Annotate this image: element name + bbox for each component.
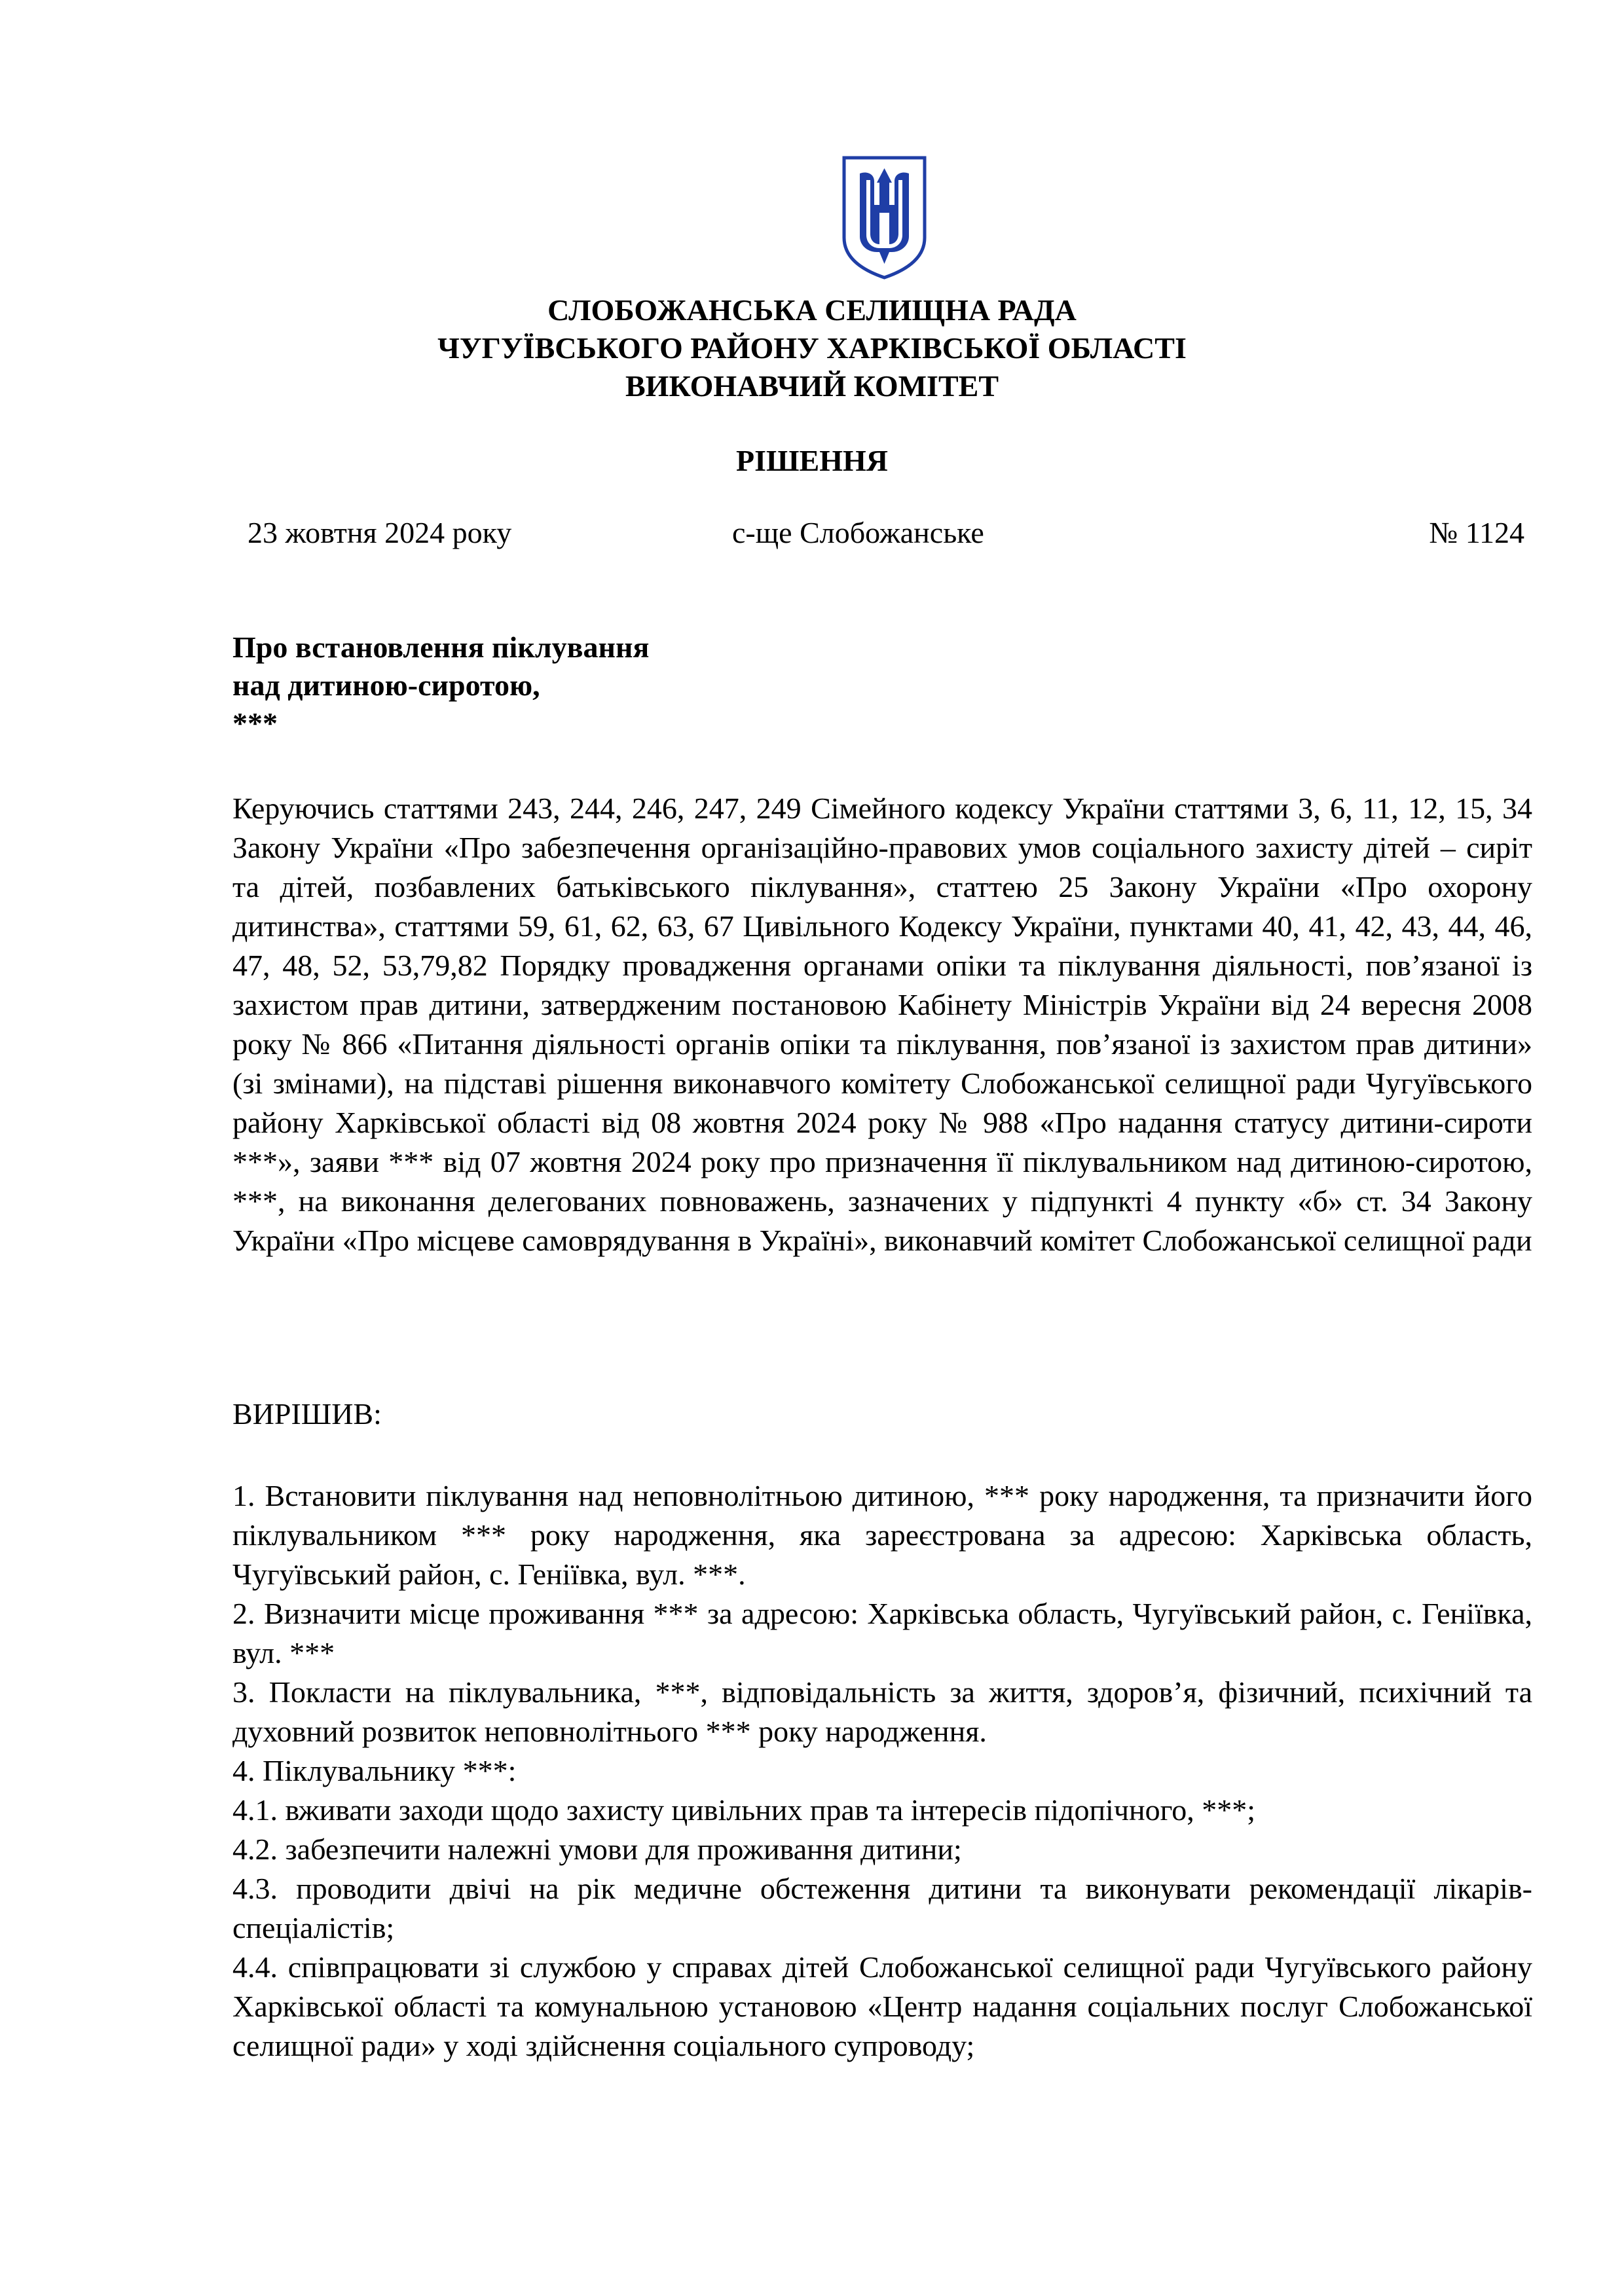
decision-item: 4.3. проводити двічі на рік медичне обстеження дитини та виконувати рекомендації лікарів-спеціалістів; [232,1872,1532,1944]
document-place: с-ще Слобожанське [732,516,984,549]
executive-committee: ВИКОНАВЧИЙ КОМІТЕТ [625,369,999,403]
decision-item: 4.2. забезпечити належні умови для проживання дитини; [232,1832,962,1866]
decision-item: 4.4. співпрацювати зі службою у справах дітей Слобожанської селищної ради Чугуївського району Харківської області та комунальною установою «Центр надання соціальних послуг Слобожанської селищної ради» у ході здійснення соціального супроводу; [232,1950,1532,2062]
subject-line-3: *** [232,706,278,740]
document-date: 23 жовтня 2024 року [248,516,512,549]
resolved-heading: ВИРІШИВ: [232,1397,382,1430]
document-number: № 1124 [1429,516,1524,549]
document-title: РІШЕННЯ [736,444,888,477]
decision-item: 4. Піклувальнику ***: [232,1754,517,1787]
decision-items [232,1476,1532,2066]
decision-item: 1. Встановити піклування над неповнолітньою дитиною, *** року народження, та призначити його піклувальником *** року народження, яка зареєстрована за адресою: Харківська область, Чугуївський район, с. Геніївка, вул. ***. [232,1479,1532,1591]
decision-item: 4.1. вживати заходи щодо захисту цивільних прав та інтересів підопічного, ***; [232,1793,1256,1827]
tryzub-coat-of-arms-icon [840,154,929,282]
council-name: СЛОБОЖАНСЬКА СЕЛИЩНА РАДА [547,293,1077,327]
decision-item: 3. Покласти на піклувальника, ***, відповідальність за життя, здоров’я, фізичний, психічний та духовний розвиток неповнолітнього *** року народження. [232,1675,1532,1748]
subject-line-1: Про встановлення піклування [232,630,650,664]
district-name: ЧУГУЇВСЬКОГО РАЙОНУ ХАРКІВСЬКОЇ ОБЛАСТІ [437,331,1187,365]
decision-subject [232,629,649,742]
subject-line-2: над дитиною-сиротою, [232,668,540,702]
preamble-paragraph: Керуючись статтями 243, 244, 246, 247, 249 Сімейного кодексу України статтями 3, 6, 11, 12, 15, 34 Закону України «Про забезпечення організаційно-правових умов соціального захисту дітей – сиріт та дітей, позбавлених батьківського піклування», статтею 25 Закону України «Про охорону дитинства», статтями 59, 61, 62, 63, 67 Цивільного Кодексу України, пунктами 40, 41, 42, 43, 44, 46, 47, 48, 52, 53,79,82 Порядку провадження органами опіки та піклування діяльності, пов’язаної із захистом прав дитини, затвердженим постановою Кабінету Міністрів України від 24 вересня 2008 року № 866 «Питання діяльності органів опіки та піклування, пов’язаної із захистом прав дитини» (зі змінами), на підставі рішення виконавчого комітету Слобожанської селищної ради Чугуївського району Харківської області від 08 жовтня 2024 року № 988 «Про надання статусу дитини-сироти ***», заяви *** від 07 жовтня 2024 року про призначення її піклувальником над дитиною-сиротою, ***, на виконання делегованих повноважень, зазначених у підпункті 4 пункту «б» ст. 34 Закону України «Про місцеве самоврядування в Україні», виконавчий комітет Слобожанської селищної ради [232,792,1532,1257]
decision-item: 2. Визначити місце проживання *** за адресою: Харківська область, Чугуївський район, с. Геніївка, вул. *** [232,1597,1532,1669]
council-header [0,291,1624,405]
document-meta [248,514,1524,553]
